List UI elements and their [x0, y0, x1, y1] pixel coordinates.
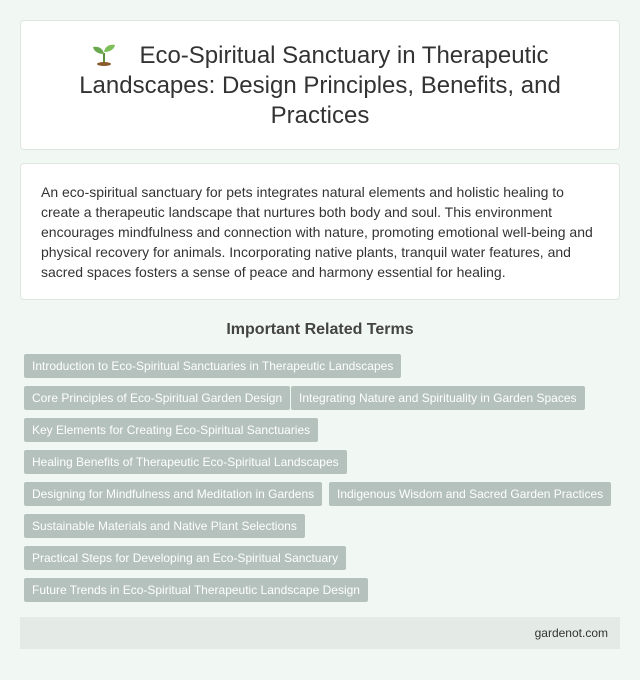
related-term-tag[interactable]: Designing for Mindfulness and Meditation in Gardens [24, 482, 322, 506]
related-term-tag[interactable]: Key Elements for Creating Eco-Spiritual Sanctuaries [24, 418, 318, 442]
header-card [20, 20, 620, 150]
sprout-icon [91, 40, 117, 66]
related-term-tag[interactable]: Practical Steps for Developing an Eco-Spiritual Sanctuary [24, 546, 346, 570]
summary-card [20, 163, 620, 300]
related-term-tag[interactable]: Future Trends in Eco-Spiritual Therapeutic Landscape Design [24, 578, 368, 602]
related-term-tag[interactable]: Indigenous Wisdom and Sacred Garden Practices [329, 482, 611, 506]
related-term-tag[interactable]: Core Principles of Eco-Spiritual Garden Design [24, 386, 290, 410]
related-terms-heading: Important Related Terms [226, 321, 414, 338]
summary-text: An eco-spiritual sanctuary for pets integrates natural elements and holistic healing to create a therapeutic landscape that nurtures both body and soul. This environment encourages mindfulness and connection with nature, promoting emotional well-being and physical recovery for animals. Incorporating native plants, tranquil water features, and sacred spaces fosters a sense of peace and harmony essential for healing. [41, 184, 593, 280]
page-title-text: Eco-Spiritual Sanctuary in Therapeutic Landscapes: Design Principles, Benefits, and Practices [79, 41, 561, 129]
footer-bar [20, 617, 620, 649]
page-title [45, 40, 595, 131]
related-term-tag[interactable]: Sustainable Materials and Native Plant Selections [24, 514, 305, 538]
footer-site-name[interactable]: gardenot.com [534, 626, 608, 640]
related-term-tag[interactable]: Introduction to Eco-Spiritual Sanctuaries in Therapeutic Landscapes [24, 354, 401, 378]
related-term-tag[interactable]: Healing Benefits of Therapeutic Eco-Spiritual Landscapes [24, 450, 347, 474]
related-term-tag[interactable]: Integrating Nature and Spirituality in Garden Spaces [291, 386, 585, 410]
